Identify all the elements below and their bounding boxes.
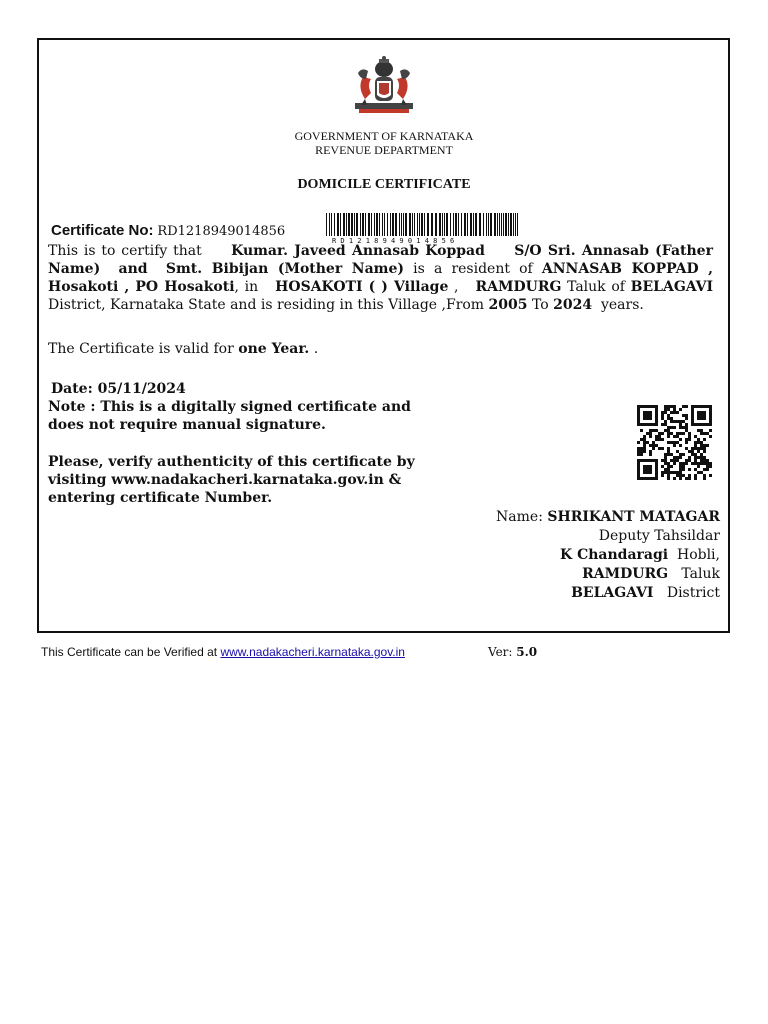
certificate-number: RD1218949014856 xyxy=(157,224,286,239)
certificate-title: DOMICILE CERTIFICATE xyxy=(297,177,471,192)
verification-link[interactable]: www.nadakacheri.karnataka.gov.in xyxy=(220,645,405,659)
hobli-label: Hobli, xyxy=(676,547,720,563)
from-year: 2005 xyxy=(488,297,528,313)
taluk-name: RAMDURG xyxy=(475,279,562,295)
taluk-label: Taluk xyxy=(681,566,720,582)
name-label: Name: xyxy=(496,509,543,525)
validity-suffix: . xyxy=(313,341,319,357)
qr-code xyxy=(637,404,712,481)
version-label: Ver: xyxy=(488,645,513,659)
hobli-name: K Chandaragi xyxy=(560,547,669,563)
district-name: BELAGAVI xyxy=(630,279,714,295)
signatory-district-line xyxy=(571,584,720,603)
applicant-name: Kumar. Javeed Annasab Koppad xyxy=(231,243,485,259)
certify-text: This is to certify that xyxy=(48,243,202,259)
govt-heading: GOVERNMENT OF KARNATAKA xyxy=(294,129,474,143)
signatory-hobli-line xyxy=(560,546,720,565)
dept-heading: REVENUE DEPARTMENT xyxy=(315,143,453,157)
years-text: years. xyxy=(600,297,644,313)
validity-period: one Year. xyxy=(238,341,310,357)
district-state-text: District, Karnataka State and is residing in this Village ,From xyxy=(48,297,485,313)
signatory-taluk-line xyxy=(582,565,720,584)
version-number: 5.0 xyxy=(516,645,538,659)
district-label: District xyxy=(666,585,720,601)
signatory-taluk: RAMDURG xyxy=(582,566,669,582)
village: HOSAKOTI ( ) Village xyxy=(275,279,449,295)
certificate-barcode xyxy=(324,213,523,244)
resident-text: is a resident of xyxy=(413,261,533,277)
verification-instructions: Please, verify authenticity of this certificate by visiting www.nadakacheri.karnataka.gov.in & entering certificate Number. xyxy=(48,454,415,506)
digital-signature-note: Note : This is a digitally signed certificate and does not require manual signature. xyxy=(48,399,411,433)
issue-date: Date: 05/11/2024 xyxy=(51,381,186,397)
barcode-text: R D 1 2 1 8 9 4 9 0 1 4 8 5 6 xyxy=(332,237,455,244)
certificate-number-line xyxy=(51,222,285,239)
to-year: 2024 xyxy=(553,297,593,313)
footer-verification xyxy=(41,645,405,659)
signatory-name-line xyxy=(496,508,720,527)
signatory-designation: Deputy Tahsildar xyxy=(598,528,720,544)
signatory-name: SHRIKANT MATAGAR xyxy=(547,509,720,525)
to-text: To xyxy=(531,297,549,313)
certification-paragraph: This is to certify that Kumar. Javeed Annasab Koppad S/O Sri. Annasab (Father Name) and Smt. Bibijan (Mother Name) is a resident of ANNASAB KOPPAD , Hosakoti , PO Hosakoti, in HOSAKOTI ( ) Village , RAMDURG Taluk of BELAGAVI District, Karnataka State and is residing in this Village ,From 2005 To 2024 years. xyxy=(48,243,714,313)
father-name: S/O Sri. Annasab (Father Name) xyxy=(48,243,713,277)
validity-line xyxy=(48,340,713,358)
address: ANNASAB KOPPAD , Hosakoti , PO Hosakoti xyxy=(48,261,714,295)
version-line xyxy=(488,645,537,659)
mother-name: Smt. Bibijan (Mother Name) xyxy=(165,261,404,277)
in-text: , in xyxy=(234,279,259,295)
taluk-of-text: Taluk of xyxy=(567,279,625,295)
signatory-district: BELAGAVI xyxy=(571,585,654,601)
certificate-number-label: Certificate No: xyxy=(51,222,154,239)
and-text: and xyxy=(118,261,148,277)
footer-text: This Certificate can be Verified at xyxy=(41,645,218,659)
karnataka-emblem-icon xyxy=(349,55,419,117)
validity-prefix: The Certificate is valid for xyxy=(48,341,234,357)
